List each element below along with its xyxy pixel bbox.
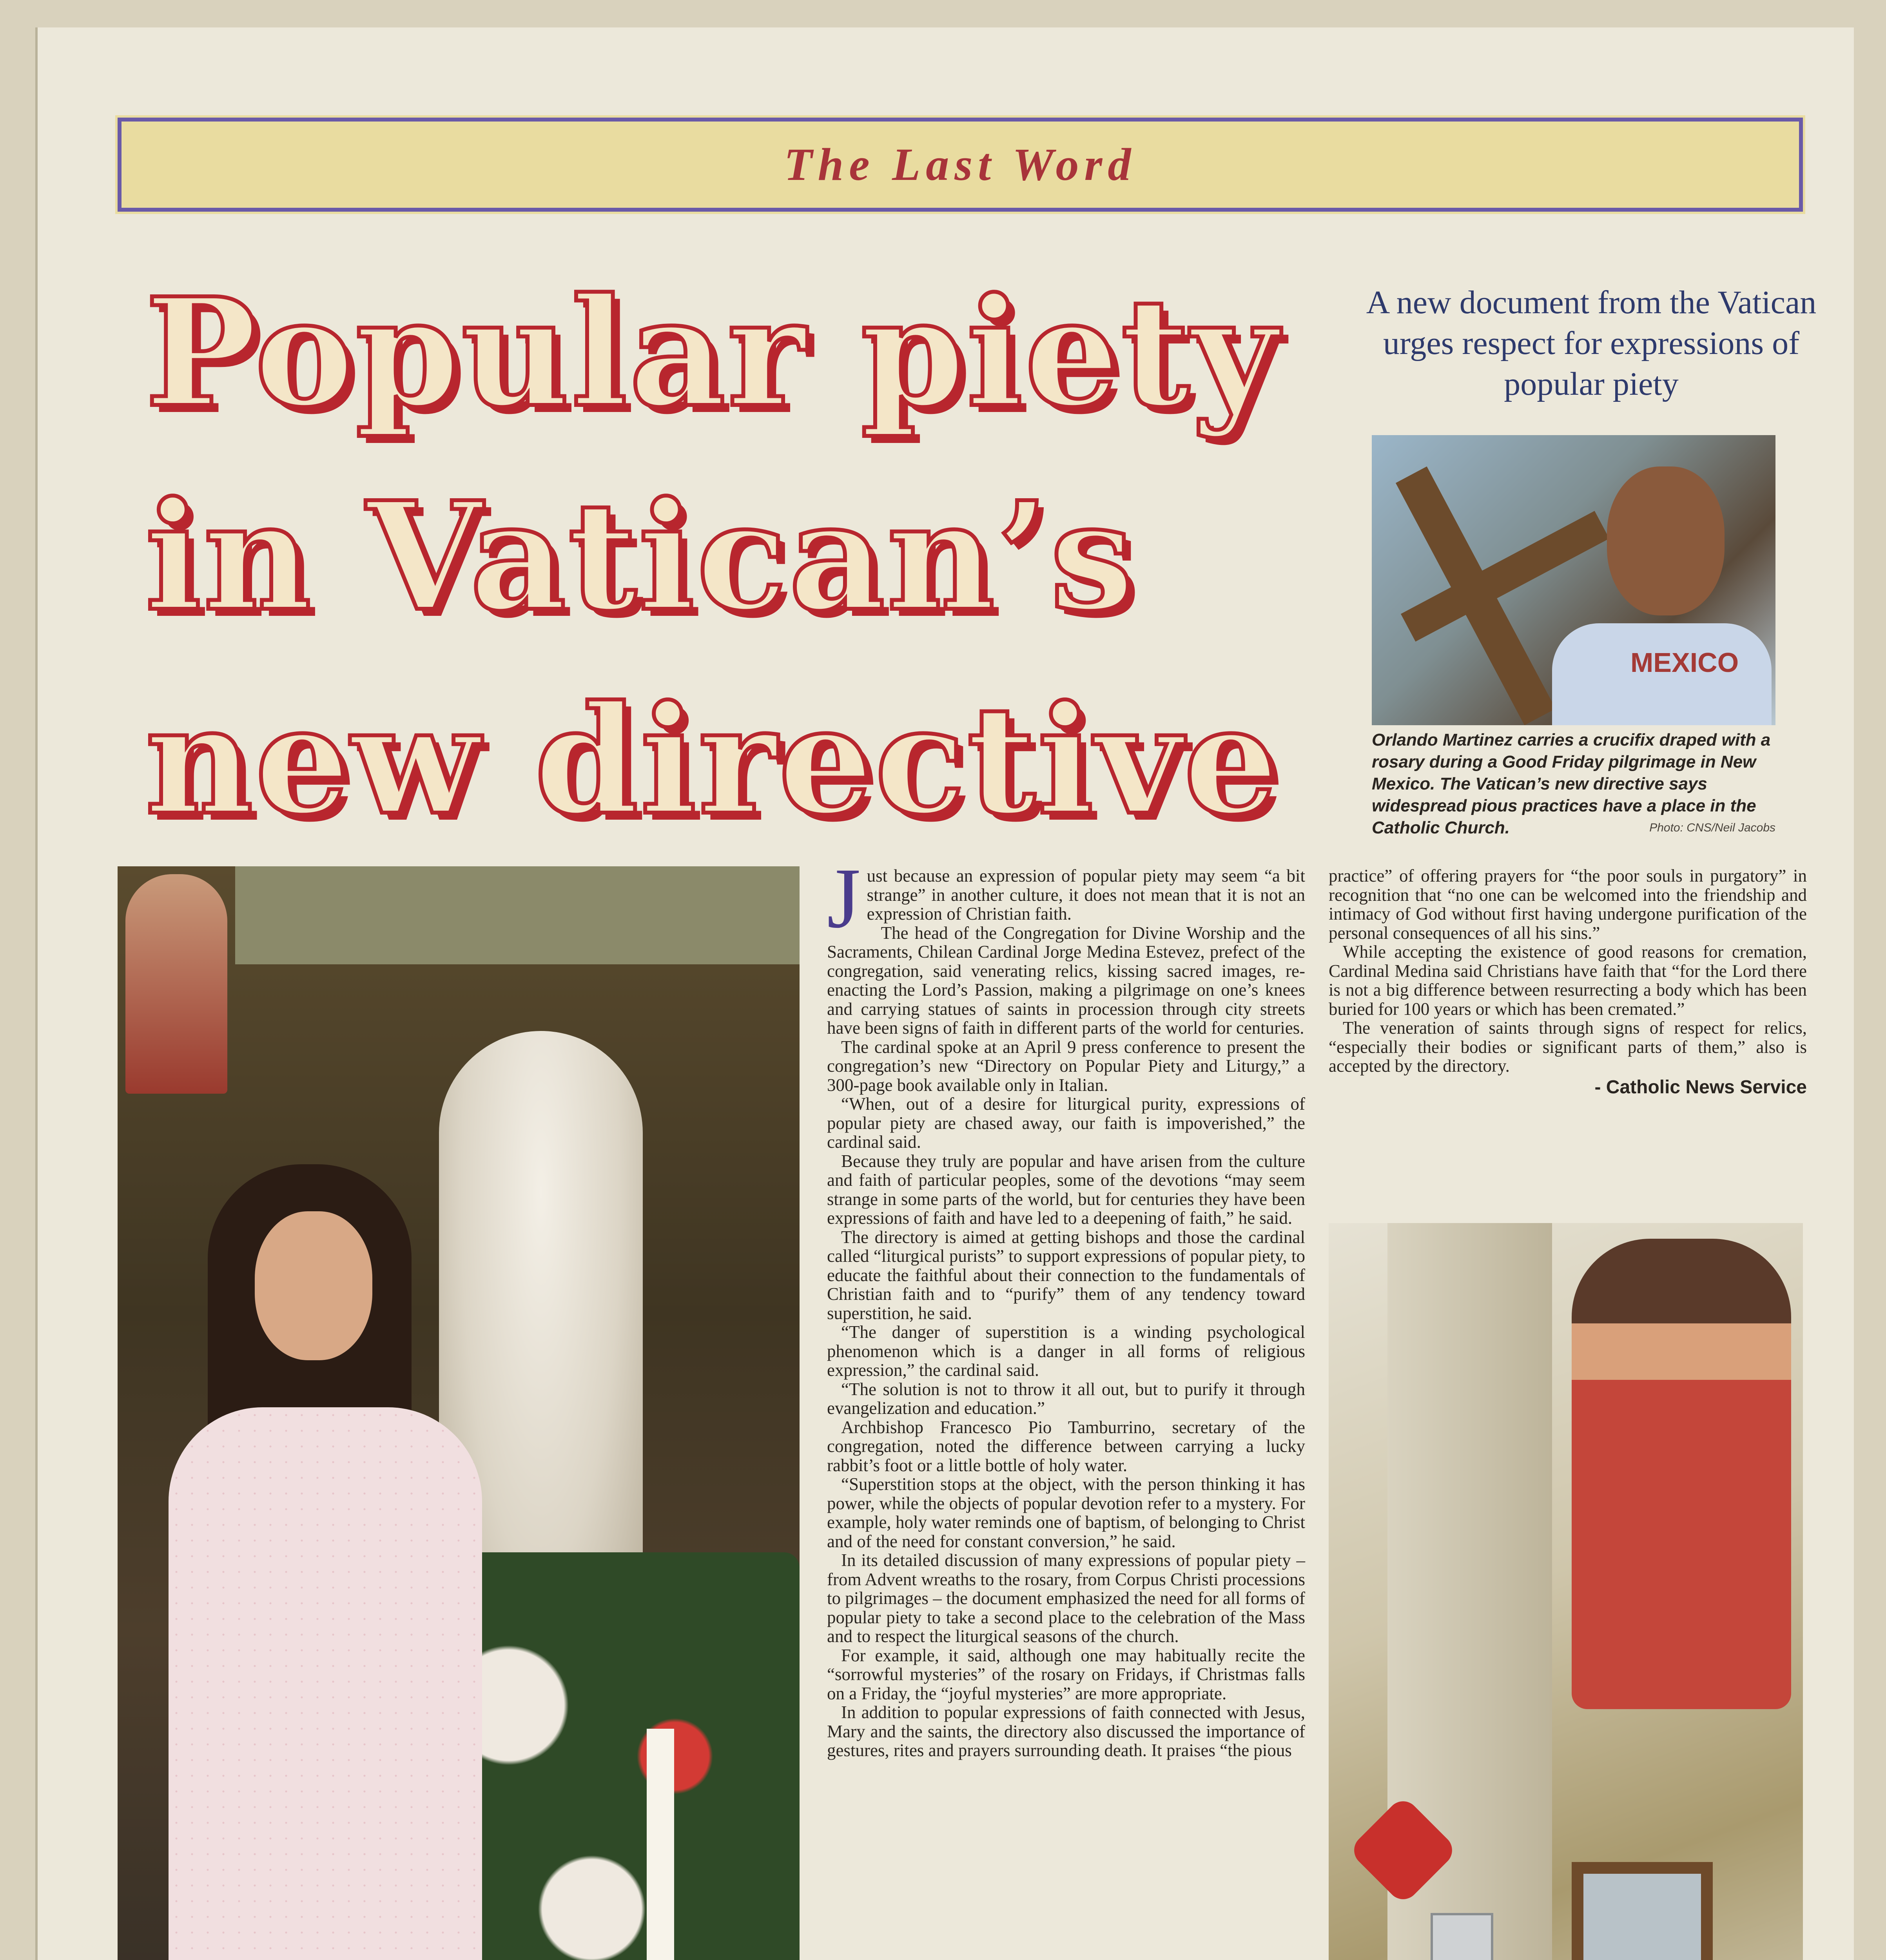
article-paragraph: “The solution is not to throw it all out, but to purify it through evangelization and education.” [827,1379,1305,1418]
section-banner [118,118,1803,212]
photo-top-caption-text: Orlando Martinez carries a crucifix draped with a rosary during a Good Friday pilgrimage in New Mexico. The Vatican’s new directive says widespread pious practices have a place in the Catholic Church. [1372,730,1771,837]
curtain-shape [235,866,800,964]
girl-pilgrim [1572,1239,1791,1709]
candle-shape [647,1729,674,1960]
article-paragraph: Because they truly are popular and have arisen from the culture and faith of particular peoples, some of the devotions “may seem strange in some parts of the world, but for centuries they have been expressions of faith and have led to a deepening of faith,” he said. [827,1151,1305,1228]
article-paragraph: “Superstition stops at the object, with the person thinking it has power, while the objects of popular devotion refer to a mystery. For example, holy water reminds one of baptism, of belonging to Christ and of the need for constant conversion,” he said. [827,1474,1305,1551]
article-signoff: - Catholic News Service [1594,1076,1807,1098]
article-paragraph: The veneration of saints through signs of respect for relics, “especially their bodies or significant parts of them,” also is accepted by the directory. [1329,1018,1807,1076]
article-paragraph: In its detailed discussion of many expressions of popular piety – from Advent wreaths to the rosary, from Corpus Christi processions to pilgrimages – the document emphasized the need for all forms of popular piety to take a second place to the celebration of the Mass and to respect the liturgical seasons of the church. [827,1550,1305,1646]
article-paragraph: The directory is aimed at getting bishops and those the cardinal called “liturgical purists” to support expressions of popular piety, to educate the faithful about their connection to the fundamentals of Christian faith and to “purify” them of any tendency toward superstition, he said. [827,1227,1305,1323]
photo-top-caption [1372,729,1775,839]
article-column-1 [827,850,1305,1760]
article-paragraph: In addition to popular expressions of faith connected with Jesus, Mary and the saints, the directory also discussed the importance of gestures, rites and prayers surrounding death. It praises “the pious [827,1702,1305,1760]
headline-line-3: new directive [145,673,1280,848]
shirt-text: MEXICO [1630,647,1739,678]
article-paragraph: “The danger of superstition is a winding psychological phenomenon which is a danger in all forms of religious expression,” the cardinal said. [827,1322,1305,1380]
photo-top-credit: Photo: CNS/Neil Jacobs [1649,821,1775,834]
banner-title: The Last Word [784,139,1137,190]
article-paragraph: While accepting the existence of good reasons for cremation, Cardinal Medina said Christians have faith that “for the Lord there is not a big difference between resurrecting a body which has been buried for 100 years or which has been cremated.” [1329,942,1807,1019]
headline [145,251,1280,862]
pilgrim-head [1607,466,1725,615]
photo-religious-icons [1329,1223,1803,1960]
framed-icon [1572,1862,1713,1960]
article-paragraph: For example, it said, although one may habitually recite the “sorrowful mysteries” of the rosary on Fridays, if Christmas falls on a Friday, the “joyful mysteries” are more appropriate. [827,1645,1305,1703]
article-paragraph: Archbishop Francesco Pio Tamburrino, secretary of the congregation, noted the difference between carrying a lucky rabbit’s foot or a little bottle of holy water. [827,1417,1305,1475]
article-paragraph: Just because an expression of popular piety may seem “a bit strange” in another culture, it does not mean that it is not an expression of Christian faith. [827,850,1305,946]
girl-face [255,1211,372,1360]
article-paragraph: The head of the Congregation for Divine Worship and the Sacraments, Chilean Cardinal Jorge Medina Estevez, prefect of the congregation, said venerating relics, kissing sacred images, re-enacting the Lord’s Passion, making a pilgrimage on one’s knees and carrying statues of saints in procession through city streets have been signs of faith in different parts of the world for centuries. [827,923,1305,1038]
article-paragraph: The cardinal spoke at an April 9 press conference to present the congregation’s new “Directory on Popular Piety and Liturgy,” a 300-page book available only in Italian. [827,1037,1305,1095]
photo-pilgrim-crucifix [1372,435,1775,725]
pilgrim-shirt [1552,623,1772,725]
article-paragraph: “When, out of a desire for liturgical purity, expressions of popular piety are chased away, our faith is impoverished,” the cardinal said. [827,1094,1305,1152]
article-dropcap: J [827,850,861,946]
girl-dress [169,1407,482,1960]
article-column-2 [1329,866,1807,1097]
headline-line-1: Popular piety [145,265,1280,440]
intro-blurb: A new document from the Vatican urges respect for expressions of popular piety [1366,284,1817,402]
headline-line-2: in Vatican’s [145,469,1136,644]
photo-girl-statue [118,866,800,1960]
sacred-heart-statue [125,874,227,1094]
cross-icon [1431,1913,1493,1960]
article-paragraph: practice” of offering prayers for “the poor souls in purgatory” in recognition that “no one can be welcomed into the friendship and intimacy of God without first having undergone purification of the personal consequences of all his sins.” [1329,866,1807,943]
